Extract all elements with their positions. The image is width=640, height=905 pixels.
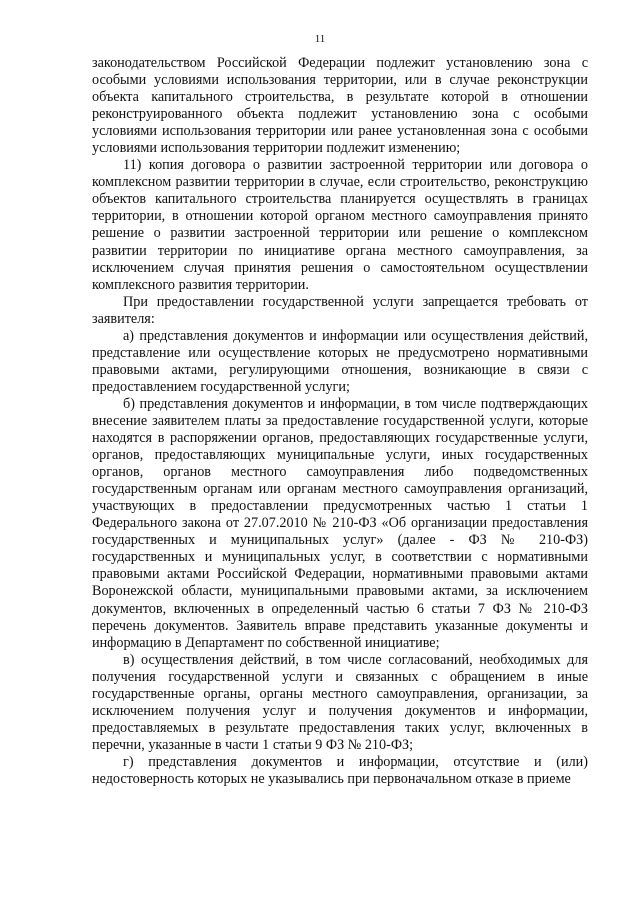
paragraph-item-b: б) представления документов и информации, в том числе подтверждающих внесение заявителем платы за предоставление государственной услуги, которые находятся в распоряжении органов, предоставляющих государственные услуги, органов, предоставляющих муниципальные услуги, иных государственных органов, органов местного самоуправления либо подведомственных государственным органам или органам местного самоуправления организаций, участвующих в предоставлении предусмотренных частью 1 статьи 1 Федерального закона от 27.07.2010 № 210-ФЗ «Об организации предоставления государственных и муниципальных услуг» (далее - ФЗ № 210-ФЗ) государственных и муниципальных услуг, в соответствии с нормативными правовыми актами Российской Федерации, нормативными правовыми актами Воронежской области, муниципальными правовыми актами, за исключением документов, включенных в определенный частью 6 статьи 7 ФЗ № 210-ФЗ перечень документов. Заявитель вправе представить указанные документы и информацию в Департамент по собственной инициативе;	[92, 395, 588, 651]
paragraph-item-v: в) осуществления действий, в том числе согласований, необходимых для получения государственной услуги и связанных с обращением в иные государственные органы, органы местного самоуправления, организации, за исключением получения услуг и получения документов и информации, предоставляемых в результате предоставления таких услуг, включенных в перечни, указанные в части 1 статьи 9 ФЗ № 210-ФЗ;	[92, 651, 588, 753]
paragraph-prohibitions-intro: При предоставлении государственной услуги запрещается требовать от заявителя:	[92, 293, 588, 327]
paragraph-item-g: г) представления документов и информации, отсутствие и (или) недостоверность которых не указывались при первоначальном отказе в приеме	[92, 753, 588, 787]
paragraph-item-11: 11) копия договора о развитии застроенной территории или договора о комплексном развитии территории в случае, если строительство, реконструкцию объектов капитального строительства планируется осуществлять в границах территории, в отношении которой органом местного самоуправления принято решение о развитии застроенной территории или решение о комплексном развитии территории по инициативе органа местного самоуправления, за исключением случая принятия решения о самостоятельном осуществлении комплексного развития территории.	[92, 157, 588, 293]
paragraph-item-a: а) представления документов и информации или осуществления действий, представление или осуществление которых не предусмотрено нормативными правовыми актами, регулирующими отношения, возникающие в связи с предоставлением государственной услуги;	[92, 327, 588, 395]
document-body	[92, 55, 588, 788]
paragraph-continuation: законодательством Российской Федерации подлежит установлению зона с особыми условиями использования территории, или в случае реконструкции объекта капитального строительства, в результате которой в отношении реконструированного объекта подлежит установлению зона с особыми условиями использования территории или ранее установленная зона с особыми условиями использования территории подлежит изменению;	[92, 55, 588, 157]
page-number: 11	[314, 33, 326, 45]
